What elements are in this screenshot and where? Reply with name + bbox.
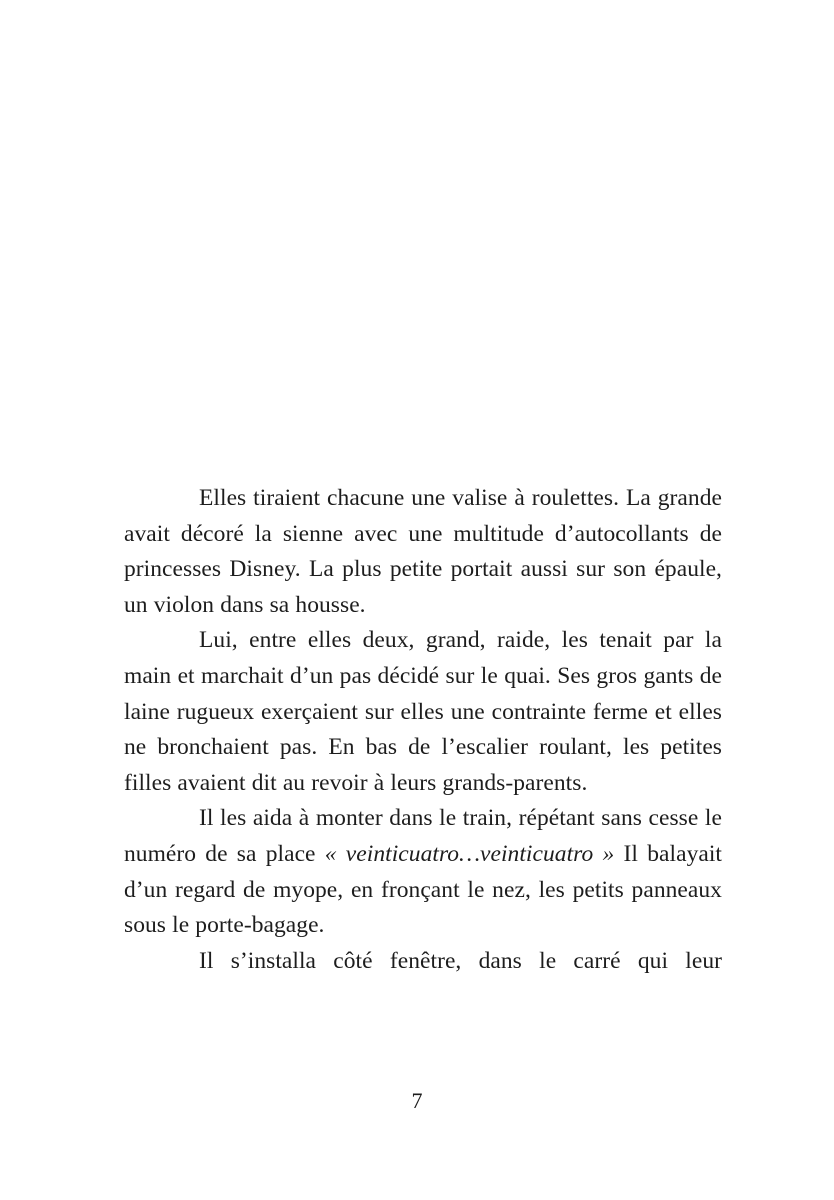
- spanish-quote-veinticuatro: « veinticuatro…veinticuatro »: [324, 840, 615, 867]
- paragraph-1: Elles tiraient chacune une valise à roulettes. La grande avait décoré la sienne avec une multitude d’autocollants de princesses Disney. La plus petite portait aussi sur son épaule, un violon dans sa housse.: [124, 485, 722, 618]
- paragraph-2: Lui, entre elles deux, grand, raide, les tenait par la main et marchait d’un pas décidé sur le quai. Ses gros gants de laine rugueux exerçaient sur elles une contrainte ferme et elles ne bronchaient pas. En bas de l’escalier roulant, les petites filles avaient dit au revoir à leurs grands-parents.: [124, 627, 722, 796]
- paragraph-3-tail: Il balayait d’un regard de myope, en fronçant le nez, les petits panneaux sous le porte-bagage.: [124, 840, 723, 939]
- paragraph-4: Il s’installa côté fenêtre, dans le carré qui leur: [199, 947, 722, 974]
- paragraph-3: [124, 801, 722, 943]
- body-text-block: [124, 481, 722, 979]
- paragraph-3-lead: Il les aida à monter dans le train, répétant sans cesse le numéro de sa place: [124, 805, 722, 867]
- page-number: 7: [411, 1088, 423, 1113]
